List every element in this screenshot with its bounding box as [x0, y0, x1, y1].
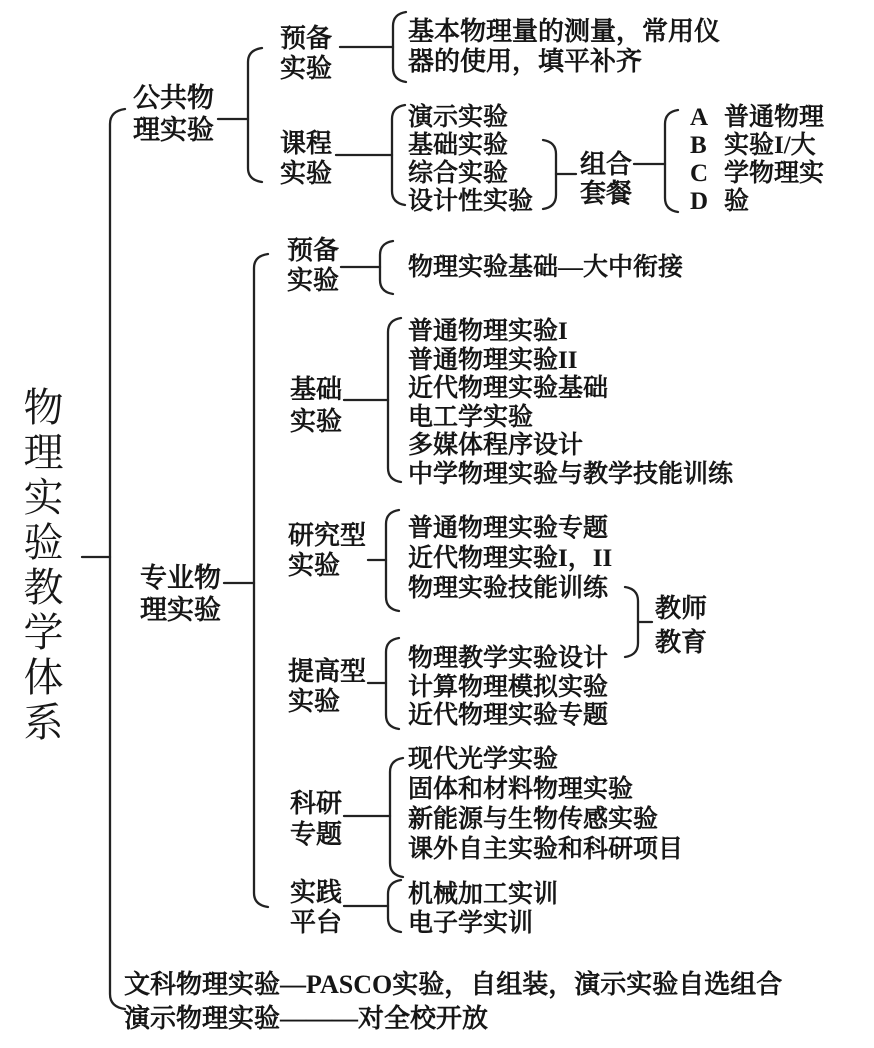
option-letter: C [690, 160, 709, 187]
option-text-line: 学物理实 [724, 160, 825, 187]
research-label [288, 521, 366, 581]
item-line: 中学物理实验与教学技能训练 [408, 460, 734, 488]
item-line: 近代物理实验基础 [408, 375, 609, 402]
branch-professional-label [140, 562, 221, 626]
course-items [408, 104, 533, 216]
item-line: 电子学实训 [408, 910, 534, 937]
brace-professional-children [254, 254, 268, 907]
option-letter: B [690, 132, 707, 159]
item-line: 电工学实验 [408, 403, 534, 431]
practice-label [290, 878, 342, 938]
option-text-line: 普通物理 [724, 104, 825, 131]
item-line: 计算物理模拟实验 [408, 673, 609, 701]
label-line: 实验 [280, 54, 333, 83]
brace-topics [390, 758, 403, 877]
label-line: 教师 [655, 594, 708, 623]
advanced-label [288, 657, 366, 717]
basic-items [408, 318, 733, 489]
label-line: 实验 [287, 266, 340, 295]
item-line: 近代物理实验专题 [408, 702, 609, 729]
item-line: 多媒体程序设计 [408, 432, 584, 459]
item-line: 基础实验 [408, 132, 509, 159]
course-label [280, 129, 332, 189]
label-line: 实践 [290, 878, 343, 907]
item-line: 普通物理实验专题 [408, 515, 609, 542]
item-line: 机械加工实训 [408, 881, 559, 908]
brace-combo-close [543, 140, 556, 209]
content-line: 器的使用，填平补齐 [408, 47, 643, 76]
item-line: 普通物理实验I [408, 318, 568, 345]
item-line: 固体和材料物理实验 [408, 776, 634, 803]
item-line: 现代光学实验 [408, 746, 559, 773]
brace-basic [388, 318, 401, 482]
label-line: 提高型 [288, 657, 367, 686]
label-line: 实验 [288, 551, 341, 580]
brace-research [386, 510, 399, 611]
label-line: 实验 [290, 407, 343, 436]
branch-liberal-arts-label: 文科物理实验—PASCO实验，自组装，演示实验自选组合 [124, 970, 783, 999]
label-line: 公共物 [133, 83, 214, 113]
research-items [408, 514, 612, 604]
brace-practice [388, 880, 401, 932]
item-line: 物理实验技能训练 [408, 575, 609, 602]
basic-label [290, 374, 342, 438]
label-line: 理实验 [133, 115, 214, 145]
brace-abcd [665, 110, 678, 212]
topics-items [408, 745, 683, 865]
option-text-line: 验 [724, 188, 750, 215]
label-line: 组合 [580, 150, 633, 179]
label-line: 实验 [288, 687, 341, 716]
item-line: 物理教学实验设计 [408, 645, 609, 672]
item-line: 物理实验基础—大中衔接 [408, 254, 684, 281]
brace-prof-prep [380, 241, 393, 294]
advanced-items [408, 645, 608, 731]
bottom-branches [124, 968, 782, 1036]
brace-advanced [386, 638, 399, 729]
brace-root [110, 109, 125, 1009]
teacher-education-label [655, 592, 707, 660]
public-prep-content [408, 17, 720, 77]
option-letter: D [690, 188, 709, 215]
combo-option-text [724, 104, 824, 216]
practice-items [408, 880, 558, 938]
label-line: 教育 [655, 628, 708, 657]
topics-label [290, 788, 342, 850]
combo-label [580, 150, 632, 208]
prof-prep-label [287, 236, 339, 296]
public-prep-label [280, 24, 332, 84]
label-line: 实验 [280, 159, 333, 188]
item-line: 新能源与生物传感实验 [408, 806, 659, 833]
branch-demo-label: 演示物理实验———对全校开放 [124, 1004, 489, 1033]
brace-teacher-close [625, 587, 638, 657]
label-line: 理实验 [140, 595, 221, 625]
brace-public-children [248, 48, 262, 182]
brace-public-prep [393, 12, 406, 82]
item-line: 综合实验 [408, 160, 509, 187]
item-line: 近代物理实验I，II [408, 545, 613, 572]
item-line: 课外自主实验和科研项目 [408, 836, 684, 863]
label-line: 专业物 [140, 563, 221, 593]
label-line: 预备 [287, 236, 340, 265]
label-line: 平台 [290, 908, 343, 937]
content-line: 基本物理量的测量，常用仪 [408, 17, 721, 46]
label-line: 预备 [280, 24, 333, 53]
label-line: 课程 [280, 129, 333, 158]
option-text-line: 实验I/大 [724, 132, 816, 159]
item-line: 演示实验 [408, 104, 509, 131]
brace-course-items [392, 105, 405, 205]
branch-public-label [133, 82, 214, 146]
root-title: 物理实验教学体系 [18, 386, 63, 746]
label-line: 研究型 [288, 521, 367, 550]
combo-option-letters [690, 104, 708, 216]
label-line: 套餐 [580, 179, 633, 208]
label-line: 科研 [290, 789, 343, 818]
option-letter: A [690, 104, 709, 131]
item-line: 普通物理实验II [408, 346, 578, 374]
label-line: 基础 [290, 375, 343, 404]
item-line: 设计性实验 [408, 188, 534, 215]
label-line: 专题 [290, 820, 343, 849]
prof-prep-items [408, 254, 683, 282]
